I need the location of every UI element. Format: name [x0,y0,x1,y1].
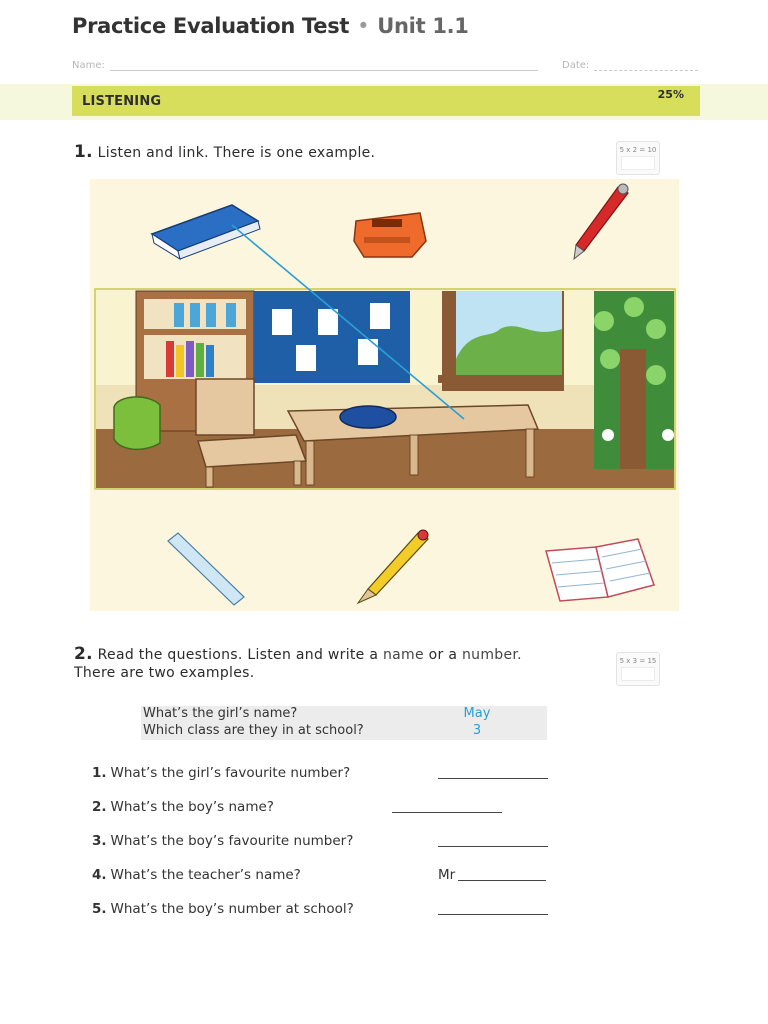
question-1-title [74,142,375,162]
answer-field[interactable] [438,765,548,779]
question-1-score-box [616,141,660,175]
item-text: What’s the boy’s number at school? [110,901,354,917]
pencil-case-picture [340,406,396,428]
question-item [92,765,552,785]
classroom-scene [95,289,675,489]
word-or: or a [428,647,458,663]
listen-and-link-illustration [90,179,679,611]
question-2-title [74,645,522,682]
date-field[interactable] [594,70,698,71]
examples-box [141,706,547,740]
name-date-row [72,60,698,74]
question-2-score-box [616,652,660,686]
question-2-instruction-start: Read the questions. Listen and write a [97,647,379,663]
page-title [72,14,469,38]
ruler-picture[interactable] [168,533,244,605]
word-number: number. [461,647,522,663]
notice-board-picture [254,291,410,383]
listen-and-link-picture [90,179,679,611]
test-title: Practice Evaluation Test [72,14,350,38]
section-band [72,86,700,116]
tree-picture [594,291,674,469]
answer-prefix: Mr [438,867,456,883]
question-2-score-field[interactable] [621,667,655,681]
question-2-number: 2. [74,644,93,664]
item-text: What’s the girl’s favourite number? [110,765,351,781]
question-1-score-field[interactable] [621,156,655,170]
item-number: 4. [92,867,107,883]
question-item [92,901,552,921]
answer-field[interactable] [438,833,548,847]
question-item [92,799,552,819]
example-answer: 3 [472,723,482,738]
question-2-score-formula: 5 x 3 = 15 [619,657,657,665]
question-2-instruction-end: There are two examples. [74,665,255,681]
title-separator: • [357,14,370,38]
example-answer: May [463,706,491,721]
word-name: name [382,647,424,663]
name-label: Name: [72,60,105,71]
question-1-instruction: Listen and link. There is one example. [97,145,376,161]
item-number: 1. [92,765,107,781]
book-picture[interactable] [152,205,260,259]
section-percent: 25% [657,88,684,101]
answer-field[interactable] [458,867,546,881]
question-item [92,867,552,887]
window-picture [438,291,564,391]
schoolbag-picture [114,397,160,449]
item-number: 3. [92,833,107,849]
answer-field[interactable] [438,901,548,915]
name-field[interactable] [110,70,538,71]
sharpener-picture[interactable] [354,213,426,257]
unit-label: Unit 1.1 [377,14,469,38]
item-text: What’s the boy’s name? [110,799,274,815]
date-label: Date: [562,60,590,71]
answer-field[interactable] [392,799,502,813]
item-text: What’s the teacher’s name? [110,867,301,883]
item-number: 2. [92,799,107,815]
pen-picture[interactable] [574,184,628,259]
pencil-picture[interactable] [358,530,428,603]
question-1-score-formula: 5 x 2 = 10 [619,146,657,154]
item-number: 5. [92,901,107,917]
question-1-number: 1. [74,142,93,162]
item-text: What’s the boy’s favourite number? [110,833,354,849]
question-item [92,833,552,853]
notebook-picture[interactable] [546,539,654,601]
example-question: Which class are they in at school? [143,723,364,738]
section-label: LISTENING [82,94,162,109]
example-question: What’s the girl’s name? [143,706,298,721]
